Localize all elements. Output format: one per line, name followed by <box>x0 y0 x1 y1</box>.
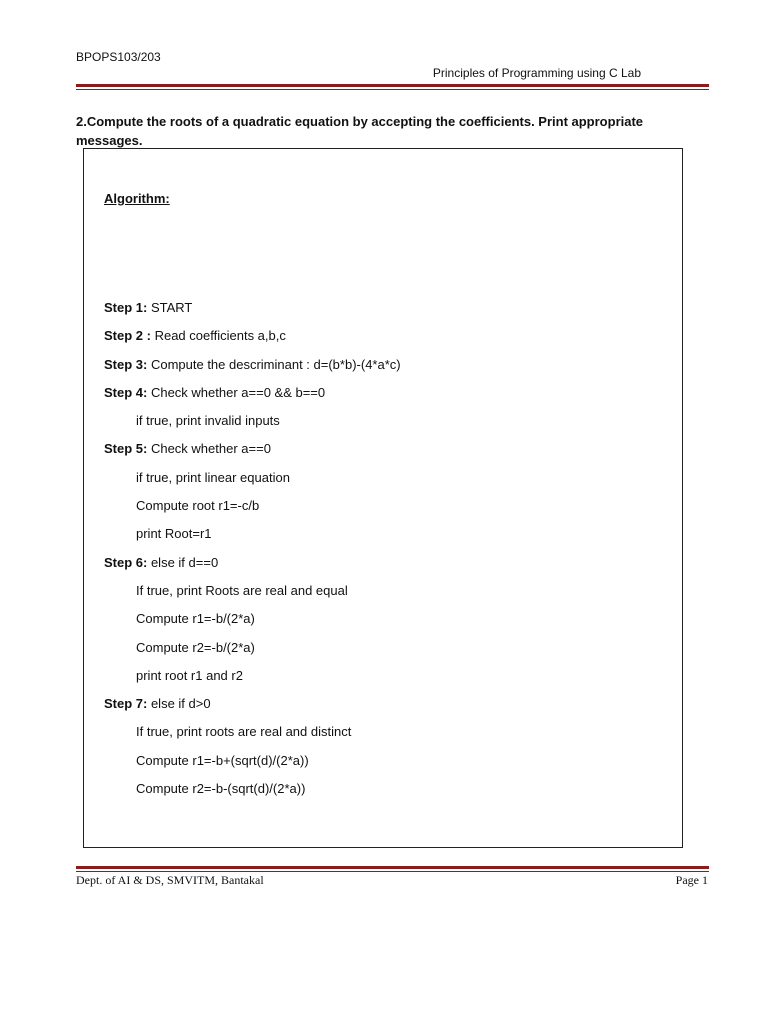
step-label: Step 1: <box>104 300 148 315</box>
step-subline <box>104 526 664 554</box>
header-rule <box>76 84 709 87</box>
step-text: If true, print roots are real and distinct <box>136 724 352 740</box>
step-text: Compute r1=-b/(2*a) <box>136 611 255 627</box>
step-label: Step 3: <box>104 356 148 372</box>
step-subline <box>104 753 664 781</box>
step-line <box>104 385 664 413</box>
step-text: if true, print linear equation <box>136 469 290 485</box>
step-text: else if d>0 <box>147 696 211 712</box>
step-text: else if d==0 <box>147 554 219 570</box>
step-text: Compute r1=-b+(sqrt(d)/(2*a)) <box>136 752 309 768</box>
step-line <box>104 555 664 583</box>
step-line <box>104 441 664 469</box>
step-subline <box>104 640 664 668</box>
step-subline <box>104 498 664 526</box>
footer-department: Dept. of AI & DS, SMVITM, Bantakal <box>76 873 264 887</box>
step-text: If true, print Roots are real and equal <box>136 582 348 598</box>
course-title: Principles of Programming using C Lab <box>432 66 641 80</box>
step-text: Check whether a==0 <box>147 441 271 457</box>
step-subline <box>104 413 664 441</box>
algorithm-steps <box>104 300 664 809</box>
step-text: print root r1 and r2 <box>136 667 243 683</box>
footer-rule <box>76 866 709 869</box>
step-text: if true, print invalid inputs <box>136 413 280 429</box>
step-line <box>104 696 664 724</box>
step-text: Compute the descriminant : d=(b*b)-(4*a*c) <box>147 356 401 372</box>
step-subline <box>104 724 664 752</box>
step-text: Compute r2=-b-(sqrt(d)/(2*a)) <box>136 781 306 797</box>
step-text: START <box>147 300 193 315</box>
step-text: Compute r2=-b/(2*a) <box>136 639 255 655</box>
step-subline <box>104 611 664 639</box>
step-subline <box>104 583 664 611</box>
step-line <box>104 300 664 328</box>
page-number: Page 1 <box>675 873 708 887</box>
document-code: BPOPS103/203 <box>76 50 161 64</box>
step-subline <box>104 668 664 696</box>
step-subline <box>104 470 664 498</box>
step-label: Step 2 : <box>104 328 151 344</box>
step-subline <box>104 781 664 809</box>
algorithm-title: Algorithm: <box>104 191 170 206</box>
step-text: Read coefficients a,b,c <box>150 328 286 344</box>
step-label: Step 6: <box>104 554 148 570</box>
step-label: Step 5: <box>104 441 148 457</box>
step-label: Step 7: <box>104 696 148 712</box>
step-label: Step 4: <box>104 384 148 400</box>
step-text: Compute root r1=-c/b <box>136 498 260 514</box>
question-heading: 2.Compute the roots of a quadratic equation by accepting the coefficients. Print appropriate messages. <box>76 114 644 148</box>
step-text: Check whether a==0 && b==0 <box>147 384 326 400</box>
step-line <box>104 328 664 356</box>
step-line <box>104 357 664 385</box>
step-text: print Root=r1 <box>136 526 212 542</box>
